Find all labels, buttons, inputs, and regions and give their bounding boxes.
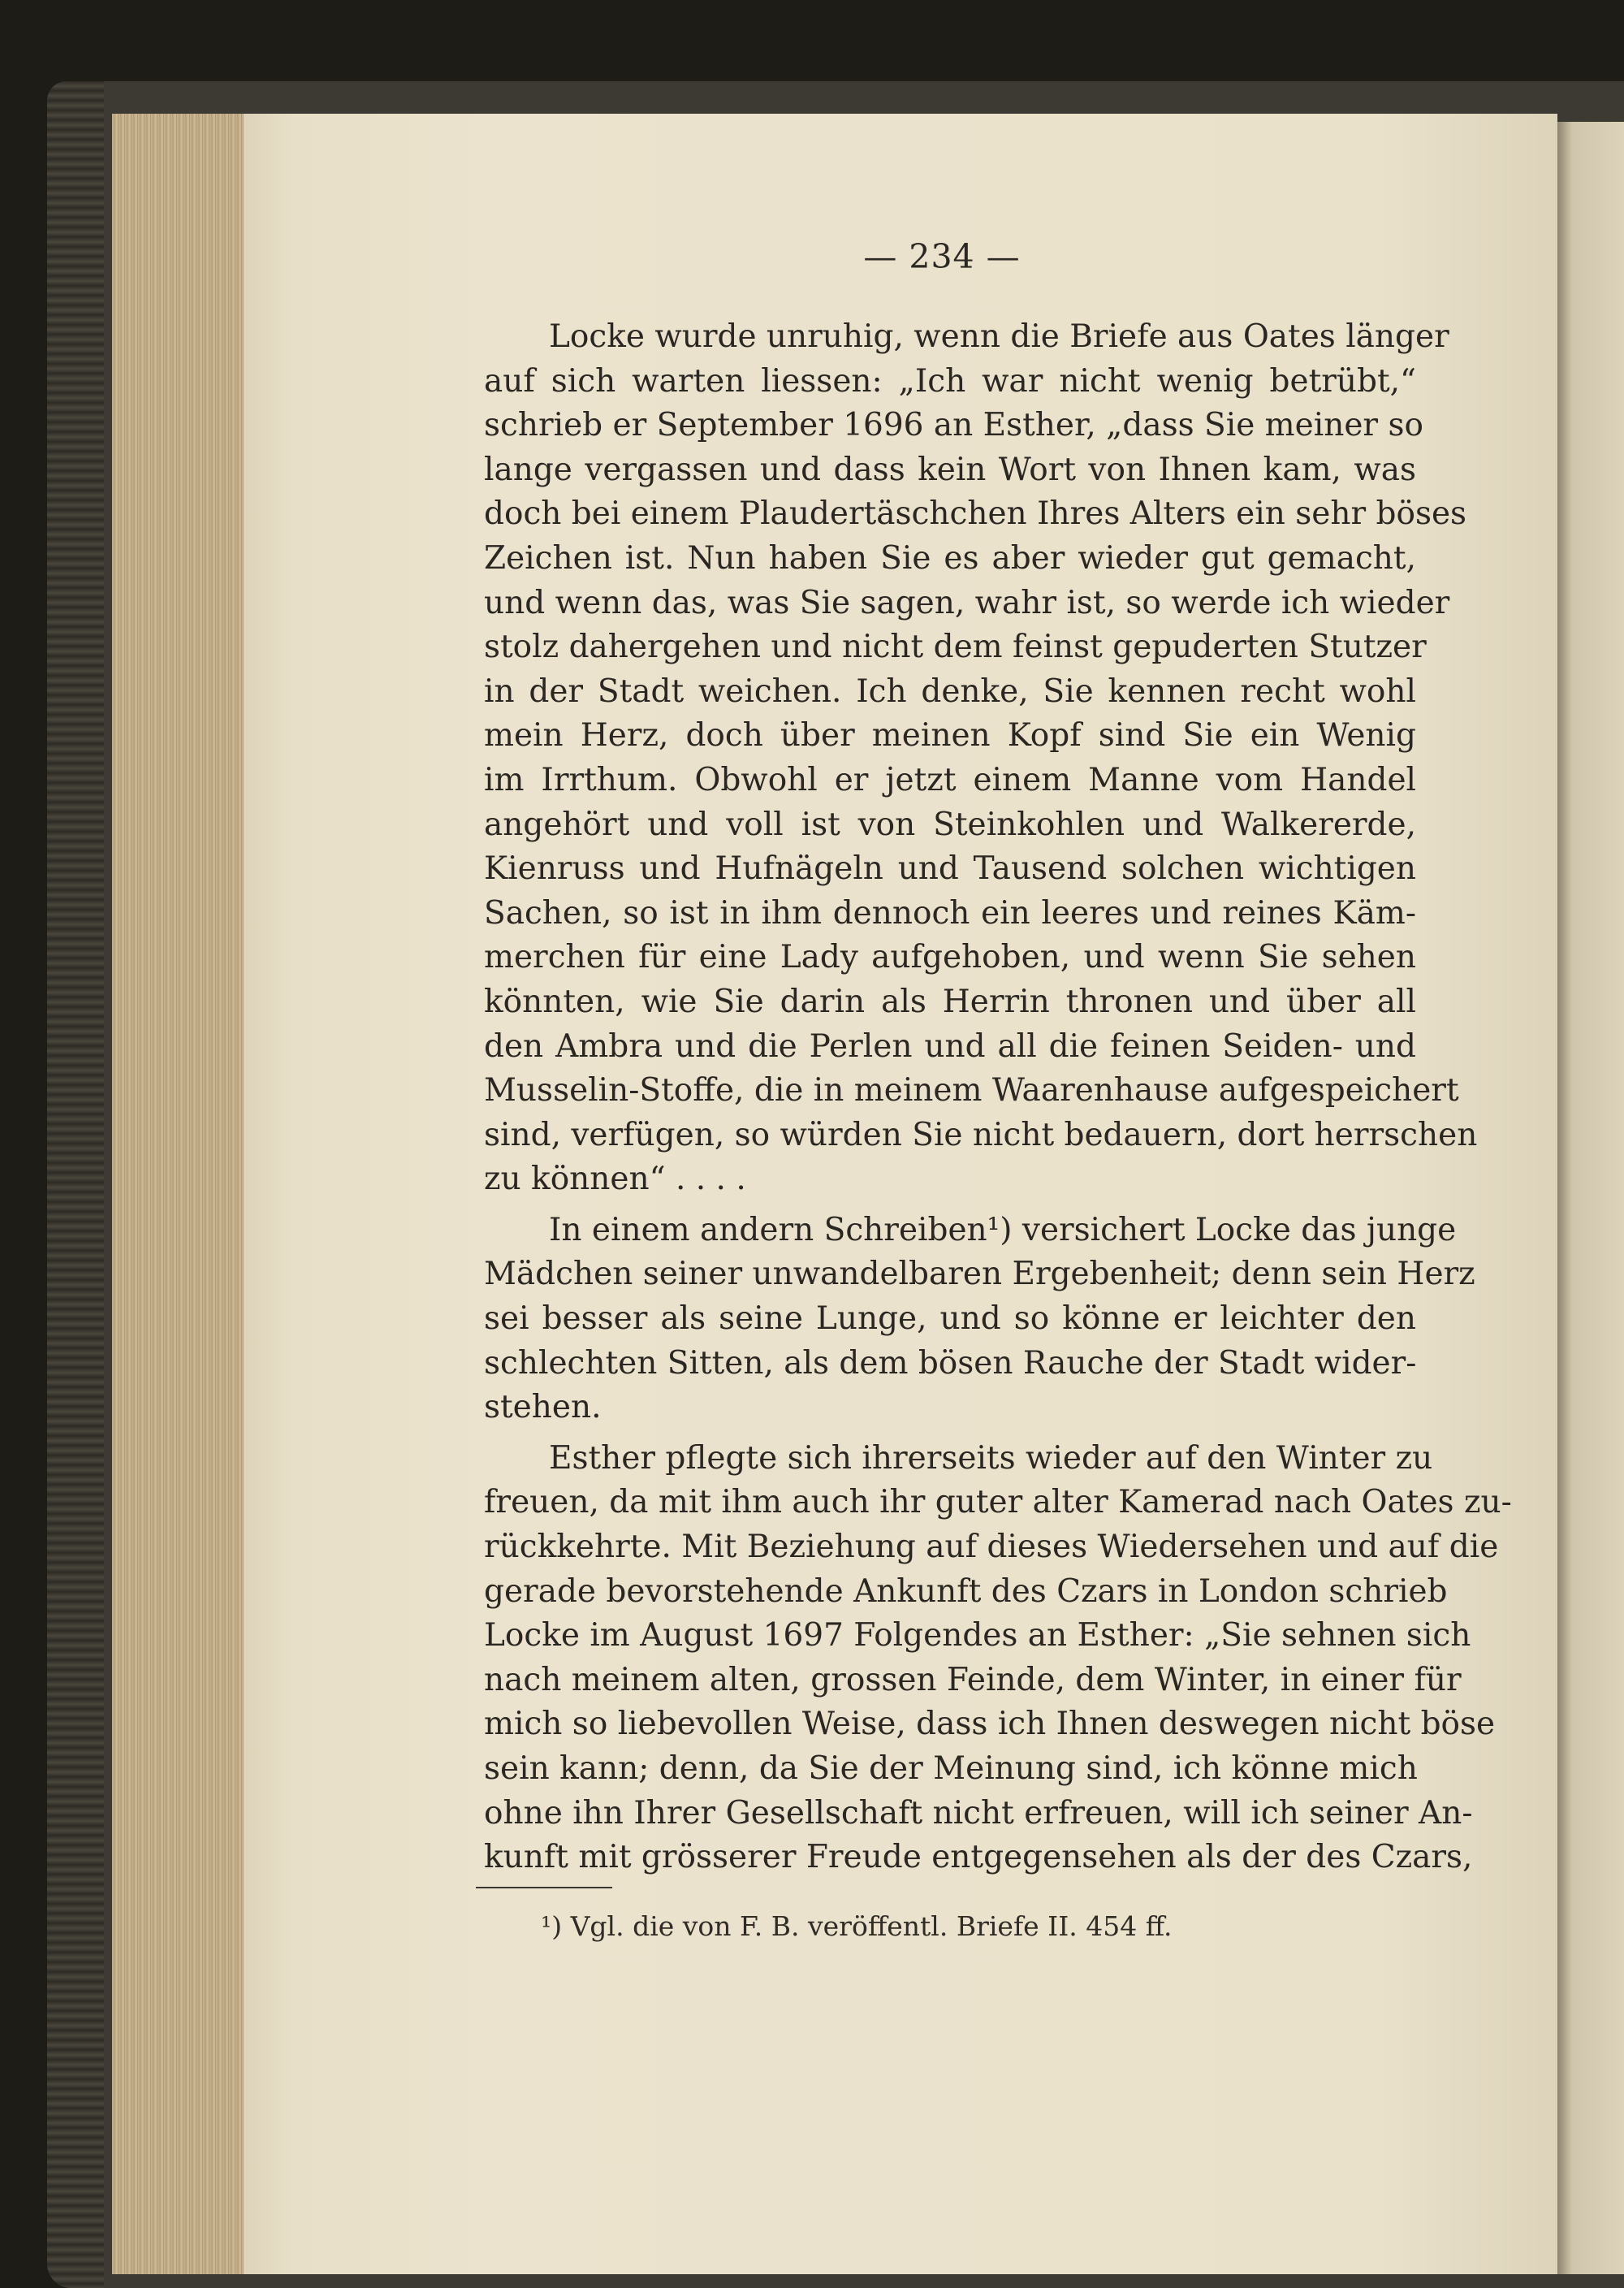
text-line: Zeichen ist. Nun haben Sie es aber wieder gut gemacht, xyxy=(484,539,1416,577)
body-text xyxy=(484,315,1512,1880)
text-line: im Irrthum. Obwohl er jetzt einem Manne vom Handel xyxy=(484,761,1416,798)
text-line: angehört und voll ist von Steinkohlen und Walkererde, xyxy=(484,806,1416,843)
text-line: Kienruss und Hufnägeln und Tausend solchen wichtigen xyxy=(484,850,1416,888)
text-line: mein Herz, doch über meinen Kopf sind Sie ein Wenig xyxy=(484,717,1416,755)
text-line: nach meinem alten, grossen Feinde, dem Winter, in einer für xyxy=(484,1661,1462,1698)
text-line: Locke im August 1697 Folgendes an Esther: „Sie sehnen sich xyxy=(484,1617,1471,1654)
text-line: sei besser als seine Lunge, und so könne er leichter den xyxy=(484,1300,1416,1338)
text-line: freuen, da mit ihm auch ihr guter alter Kamerad nach Oates zu- xyxy=(484,1484,1512,1521)
footnote: ¹) Vgl. die von F. B. veröffentl. Briefe II. 454 ff. xyxy=(541,1910,1173,1942)
text-line: merchen für eine Lady aufgehoben, und wenn Sie sehen xyxy=(484,939,1416,976)
paragraph-gap xyxy=(484,1202,1416,1209)
text-line: lange vergassen und dass kein Wort von Ihnen kam, was xyxy=(484,451,1416,488)
text-line: sein kann; denn, da Sie der Meinung sind, ich könne mich xyxy=(484,1750,1418,1787)
text-line: Mädchen seiner unwandelbaren Ergebenheit; denn sein Herz xyxy=(484,1256,1475,1293)
text-line: rückkehrte. Mit Beziehung auf dieses Wiedersehen und auf die xyxy=(484,1529,1499,1566)
text-line: kunft mit grösserer Freude entgegensehen als der des Czars, xyxy=(484,1839,1473,1876)
text-line: stehen. xyxy=(484,1389,602,1426)
text-line: und wenn das, was Sie sagen, wahr ist, so werde ich wieder xyxy=(484,584,1450,621)
text-line: ohne ihn Ihrer Gesellschaft nicht erfreuen, will ich seiner An- xyxy=(484,1794,1473,1832)
text-line: in der Stadt weichen. Ich denke, Sie kennen recht wohl xyxy=(484,673,1416,710)
page-number: — 234 — xyxy=(863,237,1021,276)
text-line: auf sich warten liessen: „Ich war nicht wenig betrübt,“ xyxy=(484,362,1416,400)
book-spine-cloth xyxy=(47,81,104,2288)
text-line: Sachen, so ist in ihm dennoch ein leeres und reines Käm- xyxy=(484,894,1416,932)
text-line: Musselin-Stoffe, die in meinem Waarenhause aufgespeichert xyxy=(484,1072,1459,1109)
text-line: In einem andern Schreiben¹) versichert Locke das junge xyxy=(549,1211,1457,1248)
text-line: gerade bevorstehende Ankunft des Czars in London schrieb xyxy=(484,1572,1448,1610)
page-edges xyxy=(112,114,250,2274)
text-line: schrieb er September 1696 an Esther, „dass Sie meiner so xyxy=(484,407,1423,444)
text-line: mich so liebevollen Weise, dass ich Ihnen deswegen nicht böse xyxy=(484,1706,1496,1743)
text-line: Esther pflegte sich ihrerseits wieder auf den Winter zu xyxy=(549,1439,1433,1477)
text-line: stolz dahergehen und nicht dem feinst gepuderten Stutzer xyxy=(484,629,1427,666)
text-line: sind, verfügen, so würden Sie nicht bedauern, dort herrschen xyxy=(484,1116,1478,1153)
text-line: zu können“ . . . . xyxy=(484,1161,746,1198)
text-line: Locke wurde unruhig, wenn die Briefe aus Oates länger xyxy=(549,318,1449,355)
facing-page-edge xyxy=(1557,122,1624,2274)
text-line: könnten, wie Sie darin als Herrin thronen und über all xyxy=(484,983,1416,1020)
footnote-divider xyxy=(476,1887,612,1888)
text-line: doch bei einem Plaudertäschchen Ihres Alters ein sehr böses xyxy=(484,495,1467,533)
text-line: schlechten Sitten, als dem bösen Rauche der Stadt wider- xyxy=(484,1344,1417,1382)
text-line: den Ambra und die Perlen und all die feinen Seiden- und xyxy=(484,1027,1416,1065)
paragraph-gap xyxy=(484,1430,1416,1437)
